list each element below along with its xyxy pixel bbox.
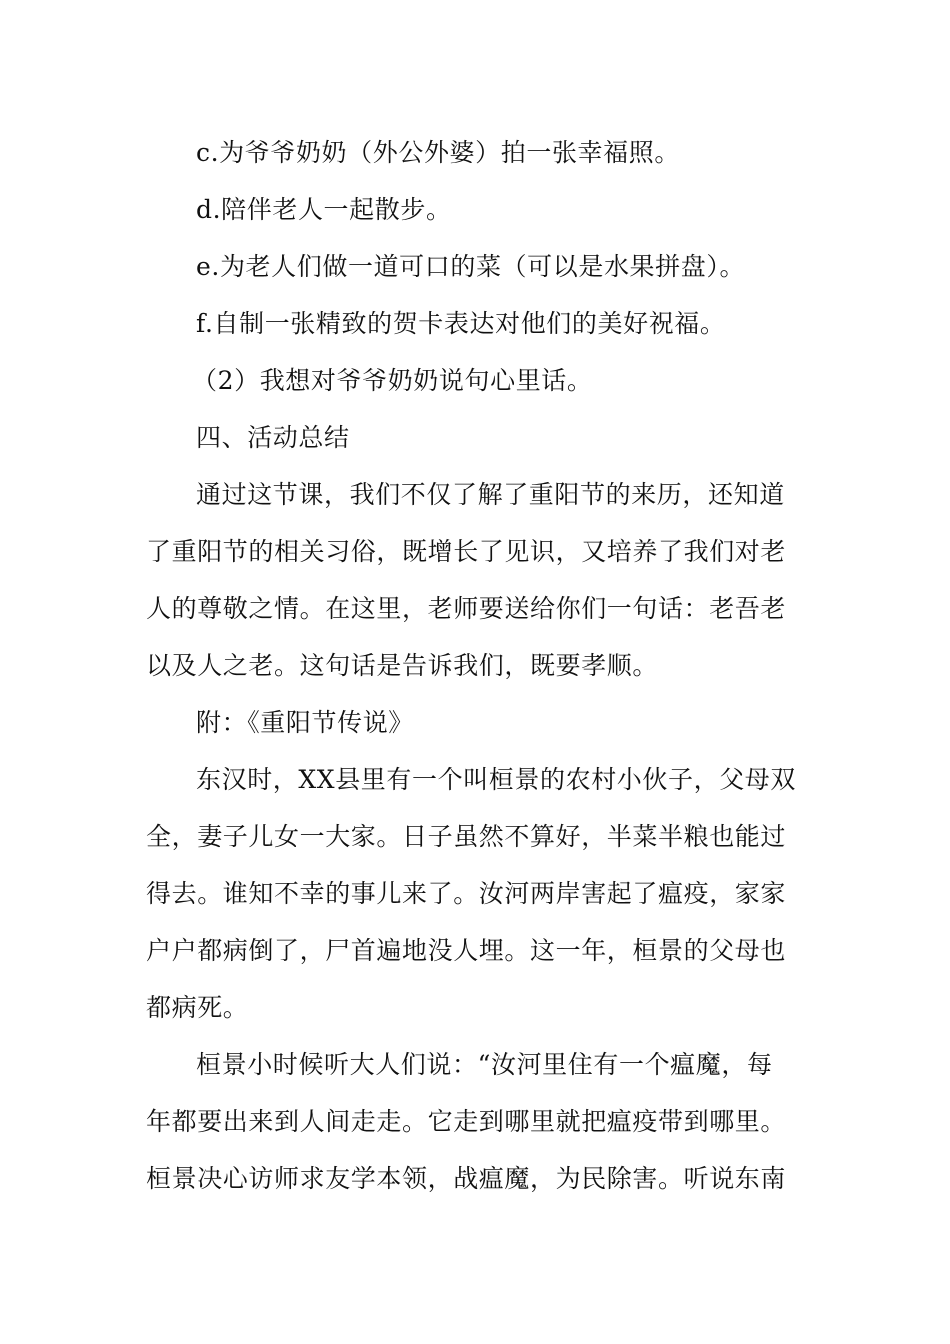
legend-paragraph-line: 得去。谁知不幸的事儿来了。汝河两岸害起了瘟疫，家家	[146, 879, 787, 908]
legend-paragraph-line: 桓景决心访师求友学本领，战瘟魔，为民除害。听说东南	[146, 1164, 787, 1193]
appendix-title: 附：《重阳节传说》	[196, 708, 414, 737]
summary-paragraph-line: 以及人之老。这句话是告诉我们，既要孝顺。	[146, 651, 659, 680]
summary-paragraph-line: 通过这节课，我们不仅了解了重阳节的来历，还知道	[196, 480, 785, 509]
legend-paragraph-line: 桓景小时候听大人们说：“汝河里住有一个瘟魔，每	[196, 1050, 773, 1079]
sub-item-2: （2）我想对爷爷奶奶说句心里话。	[192, 366, 593, 395]
section-heading: 四、活动总结	[196, 423, 350, 452]
list-item-c: c.为爷爷奶奶（外公外婆）拍一张幸福照。	[196, 138, 680, 167]
legend-paragraph-line: 户户都病倒了，尸首遍地没人埋。这一年，桓景的父母也	[146, 936, 787, 965]
legend-paragraph-line: 全，妻子儿女一大家。日子虽然不算好，半菜半粮也能过	[146, 822, 787, 851]
list-item-f: f.自制一张精致的贺卡表达对他们的美好祝福。	[196, 309, 726, 338]
legend-paragraph-line: 年都要出来到人间走走。它走到哪里就把瘟疫带到哪里。	[146, 1107, 787, 1136]
summary-paragraph-line: 人的尊敬之情。在这里，老师要送给你们一句话：老吾老	[146, 594, 787, 623]
list-item-d: d.陪伴老人一起散步。	[196, 195, 452, 224]
legend-paragraph-line: 东汉时，XX县里有一个叫桓景的农村小伙子，父母双	[196, 765, 796, 794]
list-item-e: e.为老人们做一道可口的菜（可以是水果拼盘）。	[196, 252, 746, 281]
summary-paragraph-line: 了重阳节的相关习俗，既增长了见识，又培养了我们对老	[146, 537, 787, 566]
legend-paragraph-line: 都病死。	[146, 993, 249, 1022]
